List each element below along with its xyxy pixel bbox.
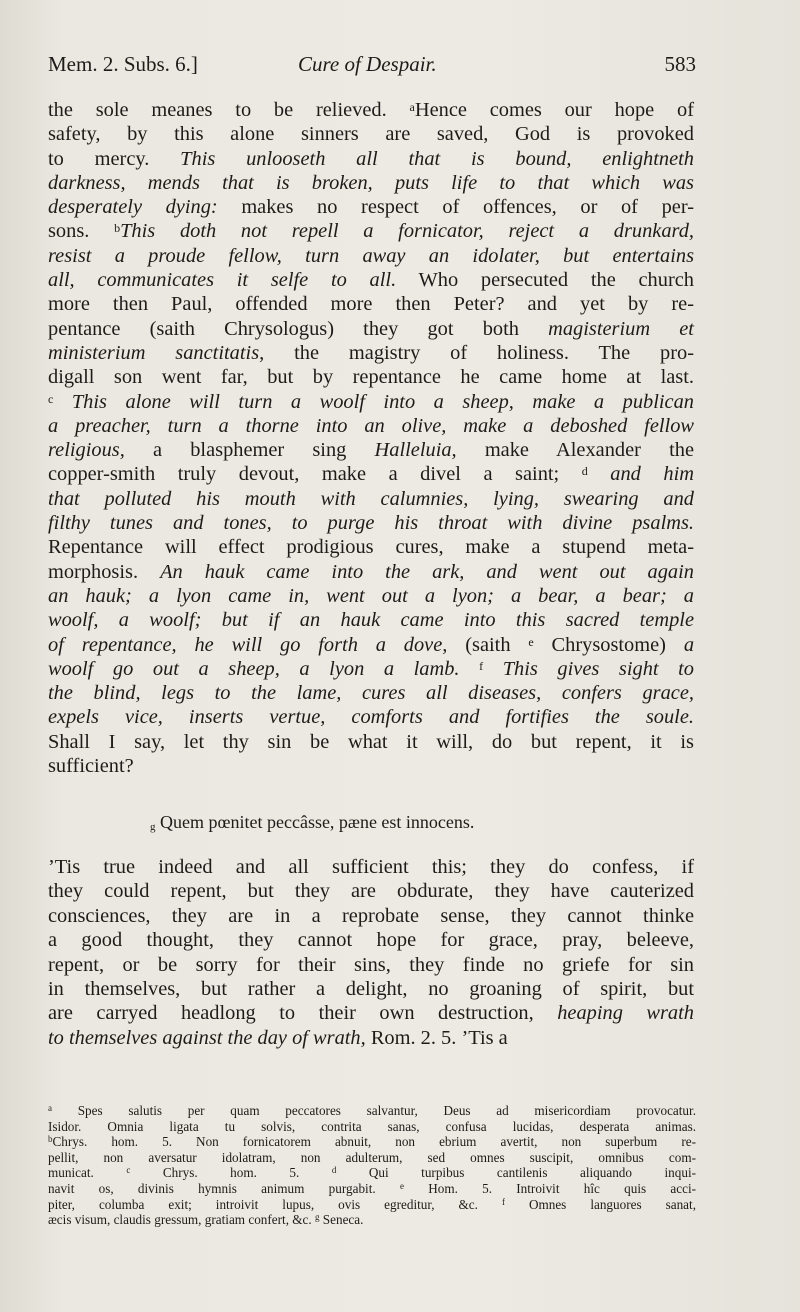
text-line	[48, 98, 694, 122]
italic-text-run: Halleluia,	[374, 439, 457, 462]
footnote-marker: d	[581, 464, 588, 479]
text-run: (saith	[447, 633, 529, 656]
text-run: Rom. 2. 5. ’Tis a	[365, 1026, 508, 1049]
text-line	[48, 730, 694, 754]
text-line	[48, 147, 694, 171]
italic-text-run: a preacher, turn a thorne into an olive, make a deboshed fellow	[48, 414, 694, 437]
footnote-marker: a	[48, 1103, 52, 1113]
footnote-marker: g	[315, 1212, 320, 1223]
footnote-marker: c	[48, 391, 54, 406]
text-run: sufficient?	[48, 755, 134, 778]
italic-text-run: darkness, mends that is broken, puts life to that which was	[48, 171, 694, 194]
footnote-marker: f	[479, 658, 484, 673]
text-line	[48, 1001, 694, 1025]
text-line	[48, 292, 694, 316]
text-run: æcis visum, claudis gressum, gratiam confert, &c.	[48, 1212, 315, 1228]
text-line	[48, 633, 694, 657]
italic-text-run: expels vice, inserts vertue, comforts and fortifies the soule.	[48, 706, 694, 729]
text-run: in themselves, but rather a delight, no groaning of spirit, but	[48, 978, 694, 1001]
text-line	[48, 268, 694, 292]
text-line	[48, 122, 694, 146]
text-run: safety, by this alone sinners are saved, God is provoked	[48, 123, 694, 146]
text-line	[48, 681, 694, 705]
text-run: sons.	[48, 220, 115, 243]
footnote-marker: a	[409, 100, 415, 114]
section-reference: Mem. 2. Subs. 6.]	[48, 52, 198, 76]
text-run: repent, or be sorry for their sins, they finde no griefe for sin	[48, 953, 694, 976]
italic-text-run: religious,	[48, 439, 125, 462]
footnote-marker: b	[48, 1134, 53, 1145]
footnote-marker: b	[114, 221, 121, 236]
text-line	[48, 462, 694, 486]
text-line	[48, 879, 694, 903]
text-run: the magistry of holiness. The pro-	[264, 341, 694, 364]
italic-text-run: This doth not repell a fornicator, reject a drunkard,	[120, 220, 694, 243]
text-line	[48, 705, 694, 729]
text-line	[48, 414, 694, 438]
footnote-line	[48, 1197, 696, 1213]
italic-text-run: magisterium et	[548, 317, 694, 340]
italic-text-run: ministerium sanctitatis,	[48, 341, 265, 364]
italic-text-run: that polluted his mouth with calumnies, lying, swearing and	[48, 487, 694, 510]
italic-text-run: An hauk came into the ark, and went out again	[160, 560, 694, 583]
text-run: Chrys. hom. 5.	[130, 1165, 332, 1181]
text-run: Chrys. hom. 5. Non fornicatorem abnuit, non ebrium avertit, non superbum re-	[52, 1134, 696, 1150]
latin-quotation	[150, 812, 474, 833]
text-run: Hom. 5. Introivit hîc quis acci-	[403, 1180, 696, 1196]
italic-text-run: of repentance, he will go forth a dove,	[48, 633, 448, 656]
text-line	[48, 317, 694, 341]
footnotes	[48, 1103, 696, 1228]
text-run: Qui turpibus cantilenis aliquando inqui-	[336, 1165, 697, 1181]
text-run: a blasphemer sing	[124, 439, 375, 462]
italic-text-run: to themselves against the day of wrath,	[48, 1026, 366, 1049]
text-line	[48, 904, 694, 928]
running-header	[48, 52, 696, 88]
footnote-marker: c	[126, 1165, 131, 1176]
footnote-line	[48, 1103, 696, 1119]
italic-text-run: desperately dying:	[48, 196, 218, 219]
page-number: 583	[664, 52, 696, 76]
text-run: morphosis.	[48, 560, 161, 583]
text-run: Spes salutis per quam peccatores salvantur, Deus ad misericordiam provocatur.	[52, 1103, 696, 1118]
text-run	[483, 658, 503, 680]
text-run: are carryed headlong to their own destruction,	[48, 1002, 558, 1025]
text-run: copper-smith truly devout, make a divel a saint;	[48, 463, 582, 486]
italic-text-run: a	[683, 633, 695, 656]
text-line	[48, 365, 694, 389]
text-line	[48, 1026, 694, 1050]
text-run: Chrysostome)	[533, 633, 684, 656]
italic-text-run: This gives sight to	[502, 657, 694, 680]
text-run: a good thought, they cannot hope for grace, pray, beleeve,	[48, 929, 694, 952]
italic-text-run: This unlooseth all that is bound, enlightneth	[180, 147, 694, 170]
text-run: more then Paul, offended more then Peter? and yet by re-	[48, 293, 694, 316]
quotation-text: Quem pœnitet peccâsse, pæne est innocens.	[160, 812, 475, 832]
italic-text-run: heaping wrath	[557, 1002, 694, 1025]
text-run: Who persecuted the church	[396, 269, 694, 292]
text-line	[48, 584, 694, 608]
text-run: ’Tis true indeed and all sufficient this; they do confess, if	[48, 856, 694, 878]
text-run: to mercy.	[48, 147, 181, 170]
text-run: municat.	[48, 1165, 127, 1181]
footnote-marker: f	[501, 1196, 505, 1207]
italic-text-run: This alone will turn a woolf into a sheep, make a publican	[71, 390, 694, 413]
text-line	[48, 341, 694, 365]
text-run: makes no respect of offences, or of per-	[217, 196, 694, 219]
text-run: Repentance will effect prodigious cures, make a stupend meta-	[48, 536, 694, 559]
italic-text-run: and him	[587, 463, 694, 486]
footnote-line	[48, 1212, 696, 1228]
text-line	[48, 977, 694, 1001]
text-run	[53, 391, 72, 413]
footnote-line	[48, 1150, 696, 1166]
footnote-marker: e	[528, 634, 534, 649]
text-run: Seneca.	[319, 1212, 364, 1228]
footnote-marker: g	[150, 821, 156, 833]
footnote-marker: e	[399, 1180, 404, 1191]
text-line	[48, 438, 694, 462]
chapter-title: Cure of Despair.	[298, 52, 437, 76]
text-line	[48, 511, 694, 535]
footnote-line	[48, 1181, 696, 1197]
text-line	[48, 754, 694, 778]
text-line	[48, 560, 694, 584]
text-run: Omnes languores sanat,	[504, 1196, 696, 1212]
text-line	[48, 953, 694, 977]
italic-text-run: filthy tunes and tones, to purge his throat with divine psalms.	[48, 512, 694, 535]
text-run: pentance (saith Chrysologus) they got both	[48, 317, 549, 340]
main-text-block	[48, 98, 694, 778]
text-run: Isidor. Omnia ligata tu solvis, contrita sanas, confusa lucidas, desperata animas.	[48, 1118, 696, 1134]
second-text-block	[48, 855, 694, 1050]
text-line	[48, 244, 694, 268]
footnote-line	[48, 1165, 696, 1181]
footnote-marker: d	[331, 1165, 337, 1176]
text-run: Shall I say, let thy sin be what it will, do but repent, it is	[48, 730, 694, 753]
text-line	[48, 171, 694, 195]
italic-text-run: an hauk; a lyon came in, went out a lyon; a bear, a bear; a	[48, 584, 694, 607]
text-run: consciences, they are in a reprobate sense, they cannot thinke	[48, 904, 694, 927]
text-run: piter, columba exit; introivit lupus, ovis egreditur, &c.	[48, 1196, 502, 1212]
text-line	[48, 657, 694, 681]
text-run: Hence comes our hope of	[414, 99, 694, 121]
text-line	[48, 535, 694, 559]
italic-text-run: the blind, legs to the lame, cures all diseases, confers grace,	[48, 682, 694, 705]
italic-text-run: woolf, a woolf; but if an hauk came into this sacred temple	[48, 609, 694, 632]
text-line	[48, 195, 694, 219]
italic-text-run: resist a proude fellow, turn away an idolater, but entertains	[48, 244, 694, 267]
italic-text-run: woolf go out a sheep, a lyon a lamb.	[48, 657, 460, 680]
footnote-line	[48, 1134, 696, 1150]
text-run: make Alexander the	[456, 439, 695, 462]
text-line	[48, 928, 694, 952]
text-run: they could repent, but they are obdurate, they have cauterized	[48, 880, 694, 903]
text-run: pellit, non aversatur idolatram, non adulterum, sed omnes suscipit, omnibus com-	[48, 1149, 696, 1165]
footnote-line	[48, 1119, 696, 1135]
text-run: digall son went far, but by repentance he came home at last.	[48, 366, 694, 389]
italic-text-run: all, communicates it selfe to all.	[48, 269, 397, 292]
text-line	[48, 608, 694, 632]
text-line	[48, 487, 694, 511]
text-run: the sole meanes to be relieved.	[48, 99, 410, 121]
text-line	[48, 390, 694, 414]
text-line	[48, 855, 694, 879]
text-line	[48, 219, 694, 243]
text-run: navit os, divinis hymnis animum purgabit.	[48, 1180, 400, 1196]
text-run	[460, 658, 480, 680]
